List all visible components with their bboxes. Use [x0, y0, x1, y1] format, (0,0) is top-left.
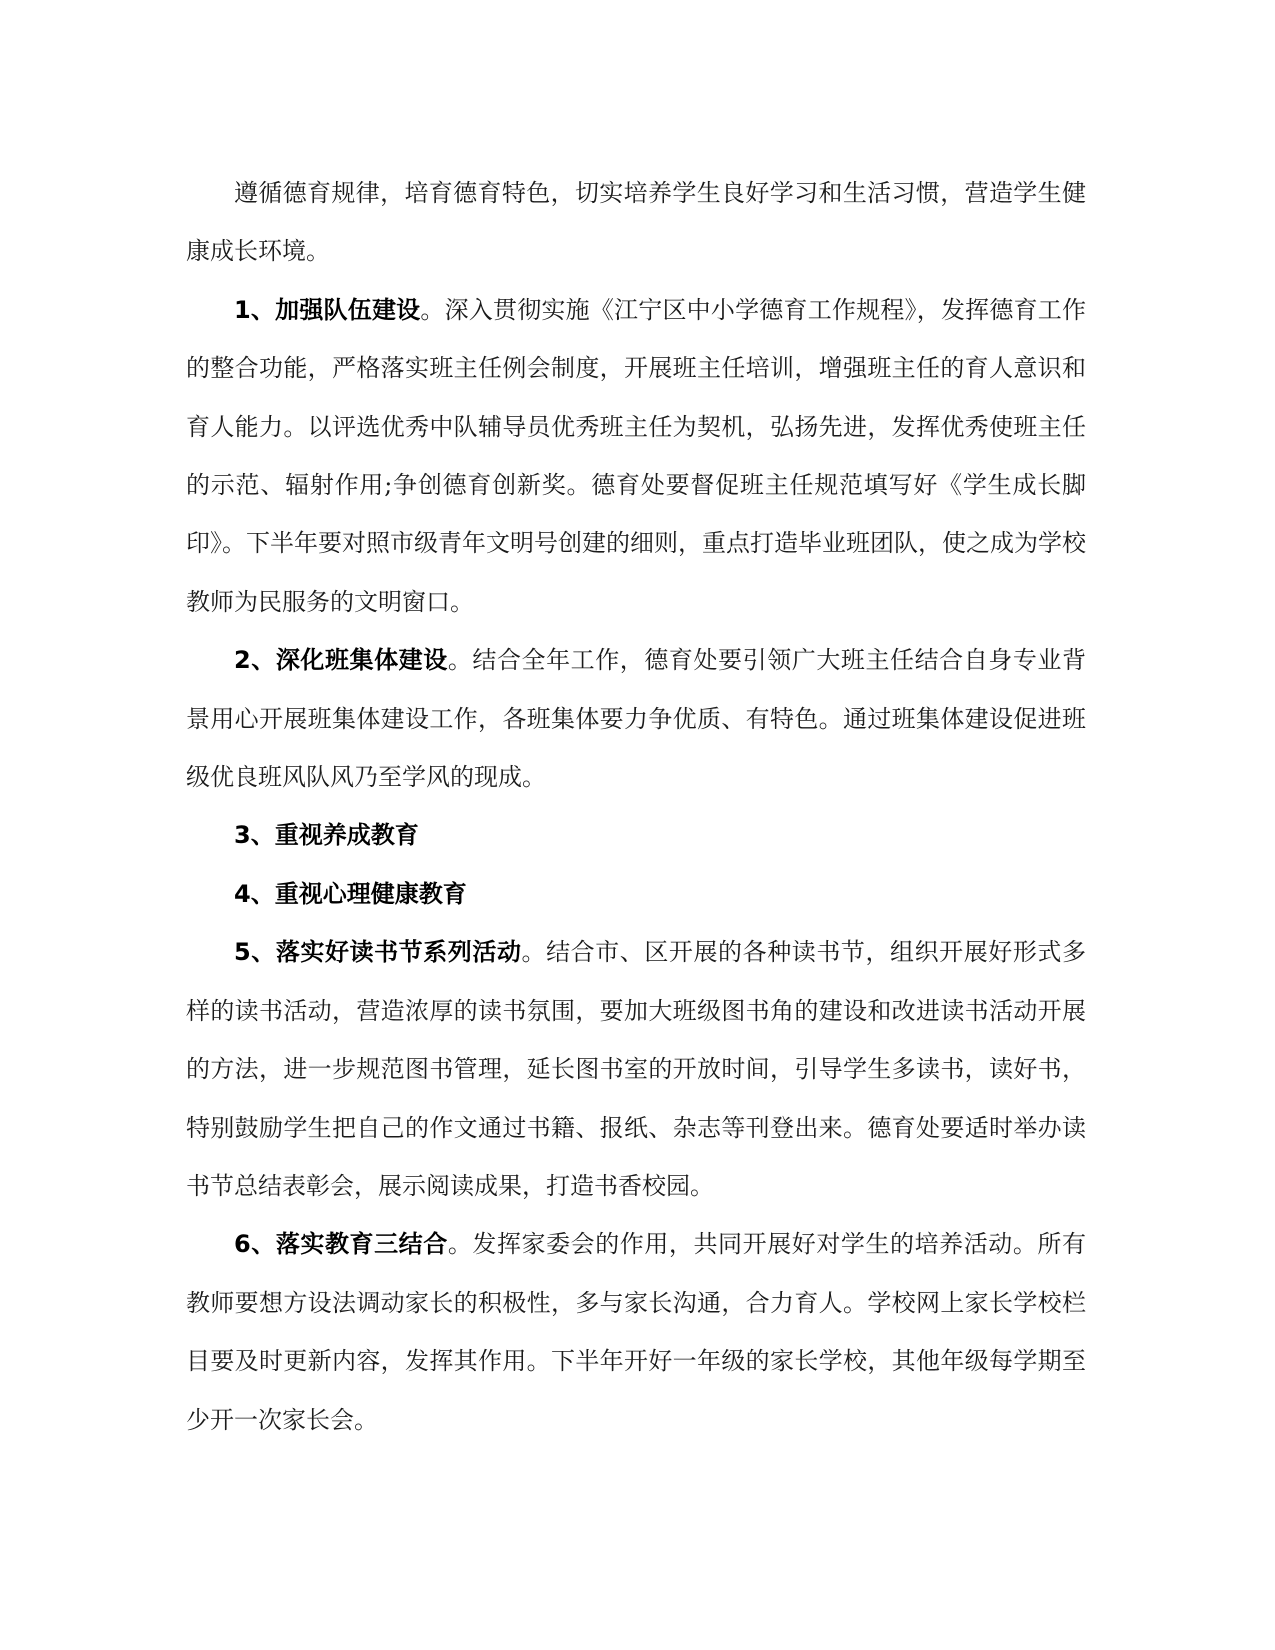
section-heading: 2、深化班集体建设 [234, 646, 448, 675]
paragraph-text: 。结合市、区开展的各种读书节，组织开展好形式多样的读书活动，营造浓厚的读书氛围，要加大班级图书角的建设和改进读书活动开展的方法，进一步规范图书管理，延长图书室的开放时间，引导学生多读书，读好书，特别鼓励学生把自己的作文通过书籍、报纸、杂志等刊登出来。德育处要适时举办读书节总结表彰会，展示阅读成果，打造书香校园。 [186, 938, 1087, 1200]
paragraph-text: 。发挥家委会的作用，共同开展好对学生的培养活动。所有教师要想方设法调动家长的积极性，多与家长沟通，合力育人。学校网上家长学校栏目要及时更新内容，发挥其作用。下半年开好一年级的家长学校，其他年级每学期至少开一次家长会。 [186, 1230, 1086, 1434]
paragraph-text: 遵循德育规律，培育德育特色，切实培养学生良好学习和生活习惯，营造学生健康成长环境。 [186, 179, 1086, 266]
section-heading: 3、重视养成教育 [234, 821, 419, 850]
paragraph-mental-health [186, 865, 1086, 923]
paragraph-reading-festival [186, 923, 1086, 1215]
paragraph-habit-education [186, 806, 1086, 864]
document-body [186, 164, 1086, 1449]
paragraph-text: 。结合全年工作，德育处要引领广大班主任结合自身专业背景用心开展班集体建设工作，各班集体要力争优质、有特色。通过班集体建设促进班级优良班风队风乃至学风的现成。 [186, 646, 1086, 792]
paragraph-intro [186, 164, 1086, 281]
paragraph-three-combination [186, 1215, 1086, 1449]
paragraph-class-building [186, 631, 1086, 806]
section-heading: 6、落实教育三结合 [234, 1230, 448, 1259]
paragraph-team-building [186, 281, 1086, 631]
section-heading: 5、落实好读书节系列活动 [234, 938, 522, 967]
section-heading: 1、加强队伍建设 [234, 295, 421, 324]
paragraph-text: 。深入贯彻实施《江宁区中小学德育工作规程》，发挥德育工作的整合功能，严格落实班主任例会制度，开展班主任培训，增强班主任的育人意识和育人能力。以评选优秀中队辅导员优秀班主任为契机，弘扬先进，发挥优秀使班主任的示范、辐射作用;争创德育创新奖。德育处要督促班主任规范填写好《学生成长脚印》。下半年要对照市级青年文明号创建的细则，重点打造毕业班团队，使之成为学校教师为民服务的文明窗口。 [186, 295, 1087, 616]
section-heading: 4、重视心理健康教育 [234, 879, 467, 908]
